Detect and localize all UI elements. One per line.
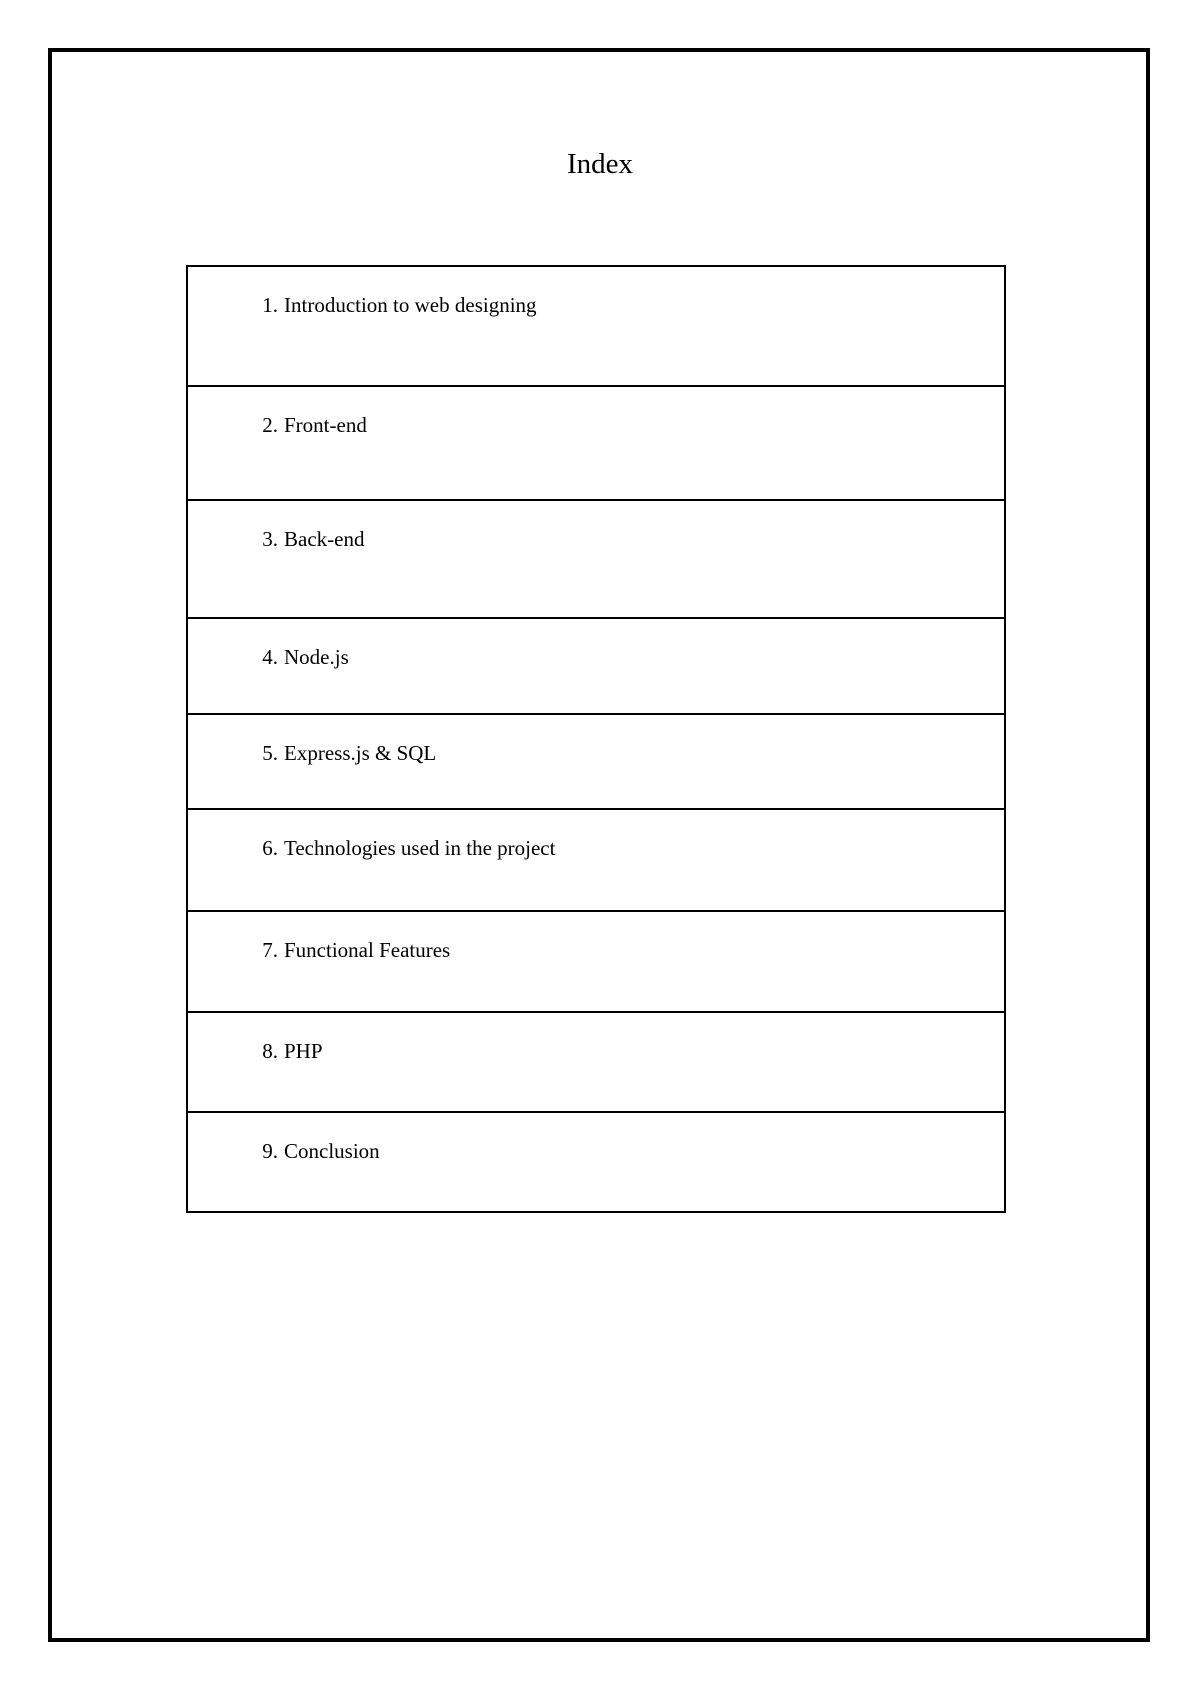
index-row	[188, 910, 1004, 1011]
index-row	[188, 808, 1004, 910]
item-number: 7.	[262, 938, 278, 962]
item-number: 2.	[262, 413, 278, 437]
item-label: Back-end	[284, 527, 365, 551]
item-number: 6.	[262, 836, 278, 860]
item-label: Express.js & SQL	[284, 741, 437, 765]
index-row	[188, 617, 1004, 713]
index-row	[188, 1111, 1004, 1211]
item-label: PHP	[284, 1039, 323, 1063]
index-row	[188, 385, 1004, 499]
index-row	[188, 267, 1004, 385]
item-number: 4.	[262, 645, 278, 669]
item-number: 1.	[262, 293, 278, 317]
index-row	[188, 1011, 1004, 1111]
index-row	[188, 713, 1004, 808]
page-title: Index	[566, 148, 634, 180]
item-label: Front-end	[284, 413, 367, 437]
item-number: 9.	[262, 1139, 278, 1163]
item-label: Introduction to web designing	[284, 293, 537, 317]
item-number: 8.	[262, 1039, 278, 1063]
item-label: Node.js	[284, 645, 349, 669]
item-label: Functional Features	[284, 938, 451, 962]
item-label: Conclusion	[284, 1139, 380, 1163]
item-number: 5.	[262, 741, 278, 765]
item-number: 3.	[262, 527, 278, 551]
index-table	[186, 265, 1006, 1213]
index-row	[188, 499, 1004, 617]
item-label: Technologies used in the project	[284, 836, 556, 860]
